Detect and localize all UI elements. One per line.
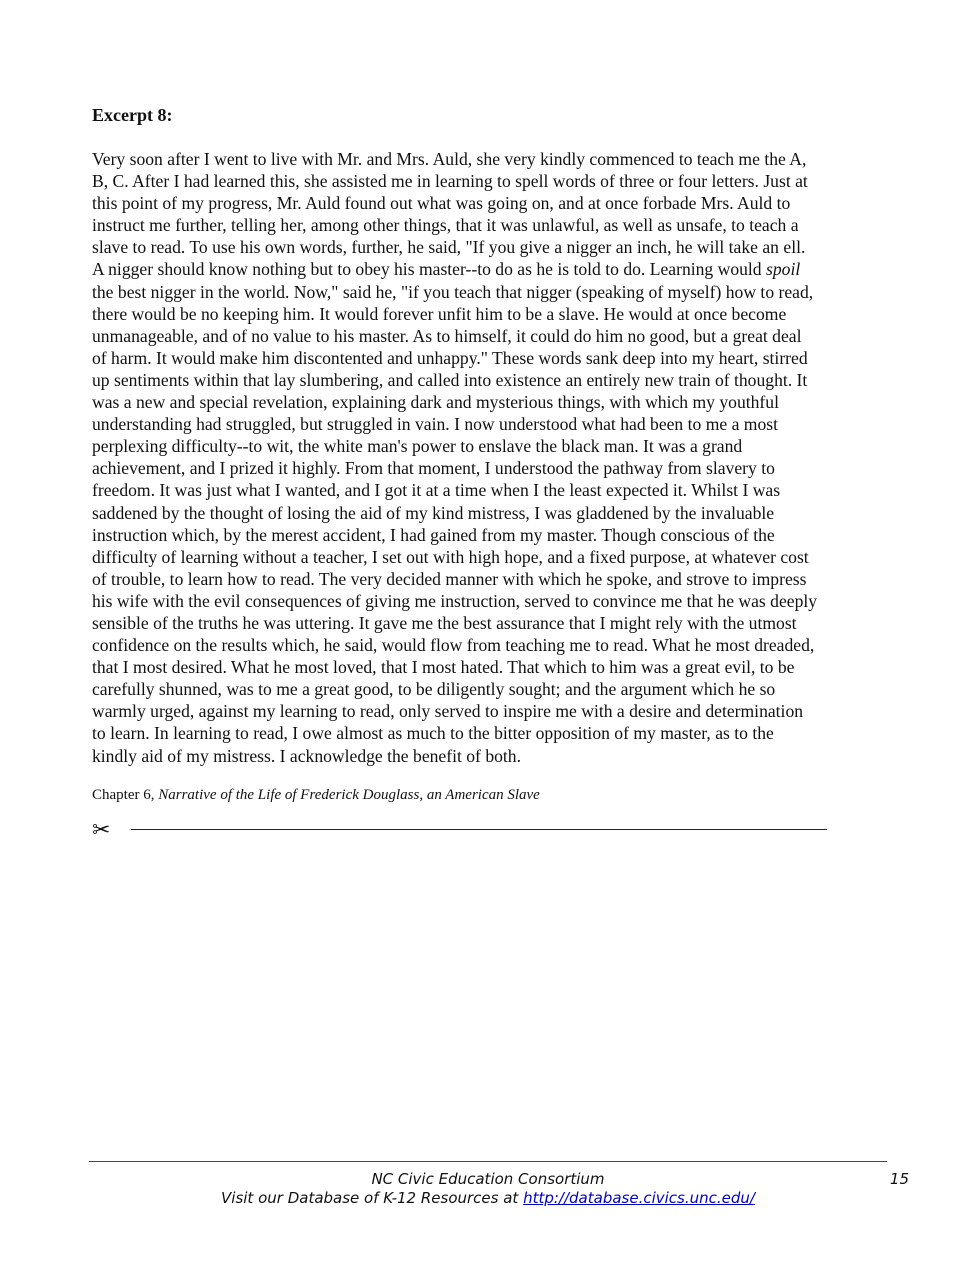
- paragraph-line-text: A nigger should know nothing but to obey his master--to do as he is told to do. Learning would: [92, 259, 766, 280]
- footer-organization: NC Civic Education Consortium: [371, 1170, 605, 1188]
- paragraph-line: the best nigger in the world. Now," said he, "if you teach that nigger (speaking of myself) how to read,: [92, 281, 814, 302]
- citation-title: Narrative of the Life of Frederick Douglass, an American Slave: [158, 787, 540, 803]
- excerpt-heading: Excerpt 8:: [92, 105, 173, 125]
- paragraph-line: instruction which, by the merest accident, I had gained from my master. Though conscious of the: [92, 524, 775, 545]
- paragraph-line: saddened by the thought of losing the aid of my kind mistress, I was gladdened by the invaluable: [92, 502, 775, 523]
- paragraph-line: there would be no keeping him. It would forever unfit him to be a slave. He would at once become: [92, 303, 787, 324]
- page-number: 15: [889, 1170, 909, 1188]
- paragraph-line: sensible of the truths he was uttering. It gave me the best assurance that I might rely with the utmost: [92, 612, 797, 633]
- source-citation: [92, 787, 540, 804]
- emphasized-word: spoil: [766, 259, 801, 280]
- citation-prefix: Chapter 6,: [92, 787, 159, 803]
- paragraph-line: kindly aid of my mistress. I acknowledge the benefit of both.: [92, 745, 521, 766]
- paragraph-line: freedom. It was just what I wanted, and I got it at a time when I the least expected it. Whilst I was: [92, 480, 781, 501]
- scissors-icon: ✂: [92, 817, 111, 842]
- footer-resources: [89, 1189, 887, 1207]
- paragraph-line: was a new and special revelation, explaining dark and mysterious things, with which my youthful: [92, 392, 779, 413]
- paragraph-line: this point of my progress, Mr. Auld found out what was going on, and at once forbade Mrs. Auld to: [92, 193, 791, 214]
- excerpt-paragraph: [92, 148, 892, 767]
- paragraph-line: B, C. After I had learned this, she assisted me in learning to spell words of three or four letters. Just at: [92, 171, 808, 192]
- paragraph-line: carefully shunned, was to me a great good, to be diligently sought; and the argument which he so: [92, 679, 776, 700]
- paragraph-line: understanding had struggled, but struggled in vain. I now understood what had been to me a most: [92, 414, 779, 435]
- paragraph-line: slave to read. To use his own words, further, he said, "If you give a nigger an inch, he will take an ell.: [92, 237, 806, 258]
- paragraph-line-with-emphasis: [92, 258, 892, 280]
- paragraph-line: confidence on the results which, he said, would flow from teaching me to read. What he most dreaded,: [92, 635, 815, 656]
- paragraph-line: unmanageable, and of no value to his master. As to himself, it could do him no good, but a great deal: [92, 325, 802, 346]
- paragraph-line: of trouble, to learn how to read. The very decided manner with which he spoke, and strove to impress: [92, 568, 807, 589]
- footer-visit-text: Visit our Database of K-12 Resources at: [221, 1189, 524, 1207]
- paragraph-line: of harm. It would make him discontented and unhappy." These words sank deep into my heart, stirred: [92, 347, 808, 368]
- paragraph-line: up sentiments within that lay slumbering, and called into existence an entirely new train of thought. It: [92, 369, 808, 390]
- paragraph-line: his wife with the evil consequences of giving me instruction, served to convince me that he was deeply: [92, 590, 818, 611]
- paragraph-line: perplexing difficulty--to wit, the white man's power to enslave the black man. It was a grand: [92, 436, 743, 457]
- footer-divider: [89, 1161, 887, 1162]
- paragraph-line: to learn. In learning to read, I owe almost as much to the bitter opposition of my master, as to the: [92, 723, 774, 744]
- paragraph-line: achievement, and I prized it highly. From that moment, I understood the pathway from slavery to: [92, 458, 775, 479]
- paragraph-line: warmly urged, against my learning to read, only served to inspire me with a desire and determination: [92, 701, 804, 722]
- paragraph-line: difficulty of learning without a teacher, I set out with high hope, and a fixed purpose, at whatever cost: [92, 546, 809, 567]
- paragraph-line: instruct me further, telling her, among other things, that it was unlawful, as well as unsafe, to teach a: [92, 215, 799, 236]
- database-link[interactable]: http://database.civics.unc.edu/: [523, 1189, 755, 1207]
- paragraph-line: that I most desired. What he most loved, that I most hated. That which to him was a great evil, to be: [92, 657, 795, 678]
- cut-line-divider: [131, 829, 827, 830]
- paragraph-line: Very soon after I went to live with Mr. and Mrs. Auld, she very kindly commenced to teach me the A,: [92, 149, 807, 169]
